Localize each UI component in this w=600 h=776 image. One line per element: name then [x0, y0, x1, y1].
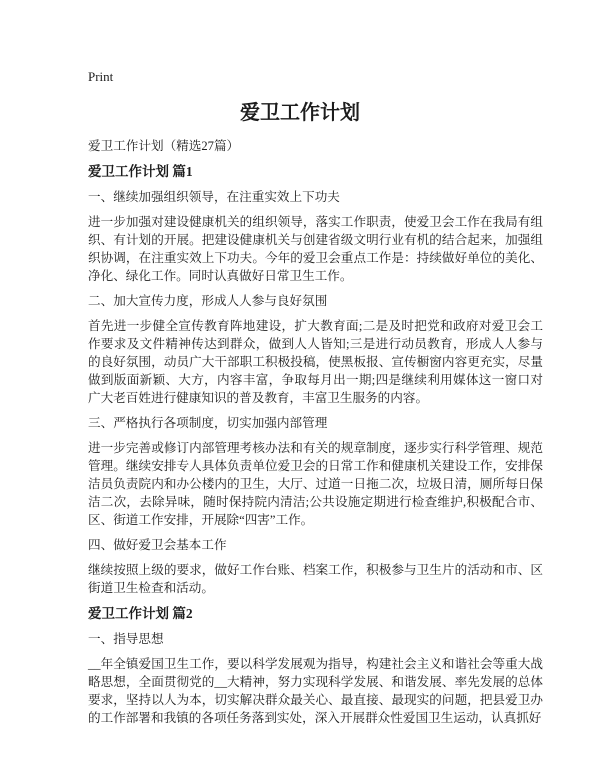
section1-subheading-1: 一、继续加强组织领导，在注重实效上下功夫 — [88, 190, 340, 204]
section1-heading: 爱卫工作计划 篇1 — [88, 164, 193, 179]
document-subtitle: 爱卫工作计划（精选27篇） — [88, 139, 240, 153]
section1-subheading-4: 四、做好爱卫会基本工作 — [88, 538, 227, 552]
section1-paragraph-4: 继续按照上级的要求，做好工作台账、档案工作，积极参与卫生片的活动和市、区街道卫生检查和活动。 — [88, 563, 543, 595]
section1-paragraph-3: 进一步完善或修订内部管理考核办法和有关的规章制度，逐步实行科学管理、规范管理。继续安排专人具体负责单位爱卫会的日常工作和健康机关建设工作，安排保洁员负责院内和办公楼内的卫生，大厅、过道一日拖二次，垃圾日清，厕所每日保洁二次，去除异味，随时保持院内清洁;公共设施定期进行检查维护,积极配合市、区、街道工作安排，开展除“四害”工作。 — [88, 441, 543, 527]
section1-subheading-3: 三、严格执行各项制度，切实加强内部管理 — [88, 416, 328, 430]
print-row — [0, 0, 600, 85]
page-title: 爱卫工作计划 — [240, 102, 360, 124]
section2-paragraph-1: __年全镇爱国卫生工作，要以科学发展观为指导，构建社会主义和谐社会等重大战略思想，全面贯彻党的__大精神，努力实现科学发展、和谐发展、率先发展的总体要求，坚持以人为本，切实解决群众最关心、最直接、最现实的问题，把县爱卫办的工作部署和我镇的各项任务落到实处，深入开展群众性爱国卫生运动，认真抓好 — [88, 657, 543, 725]
print-link[interactable]: Print — [88, 69, 114, 84]
document-content — [0, 137, 600, 727]
section2-subheading-1: 一、指导思想 — [88, 632, 164, 646]
section1-paragraph-1: 进一步加强对建设健康机关的组织领导，落实工作职责，使爱卫会工作在我局有组织、有计划的开展。把建设健康机关与创建省级文明行业有机的结合起来，加强组织协调，在注重实效上下功夫。今年的爱卫会重点工作是：持续做好单位的美化、净化、绿化工作。同时认真做好日常卫生工作。 — [88, 215, 543, 283]
section2-heading: 爱卫工作计划 篇2 — [88, 606, 193, 621]
section1-paragraph-2: 首先进一步健全宣传教育阵地建设，扩大教育面;二是及时把党和政府对爱卫会工作要求及文件精神传达到群众，做到人人皆知;三是进行动员教育，形成人人参与的良好氛围，动员广大干部职工积极投稿，使黑板报、宣传橱窗内容更充实，尽量做到版面新颖、大方，内容丰富，争取每月出一期;四是继续利用媒体这一窗口对广大老百姓进行健康知识的普及教育，丰富卫生服务的内容。 — [88, 319, 543, 405]
section1-subheading-2: 二、加大宣传力度，形成人人参与良好氛围 — [88, 294, 328, 308]
